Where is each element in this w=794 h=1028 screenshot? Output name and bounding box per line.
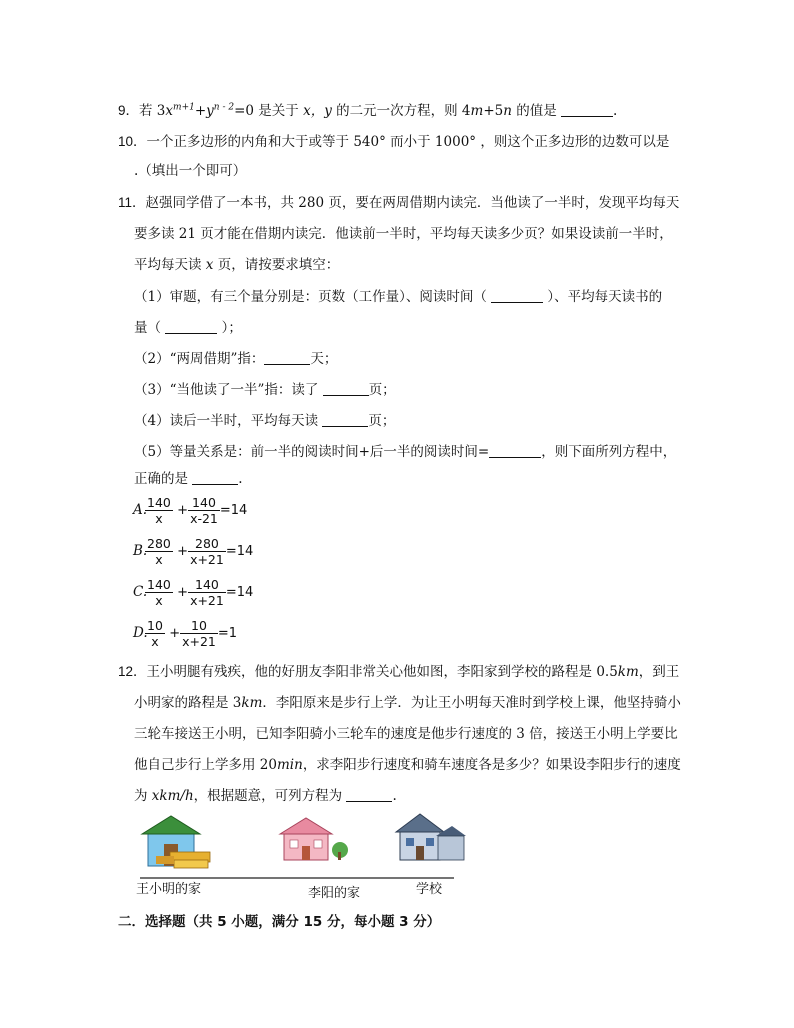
answer-blank[interactable]	[323, 381, 369, 396]
question-12-line5: 为 xkm/h，根据题意，可列方程为 .	[134, 788, 397, 804]
fraction: $\frac{140}{x}$	[147, 495, 171, 526]
answer-blank[interactable]	[346, 787, 392, 802]
answer-blank[interactable]	[192, 470, 238, 485]
fraction: $\frac{280}{x}$	[147, 536, 171, 567]
answer-blank[interactable]	[489, 443, 541, 458]
question-11-sub1: （1）审题，有三个量分别是：页数（工作量）、阅读时间（ ）、平均每天读书的	[134, 289, 663, 305]
question-10-cont: .（填出一个即可）	[134, 163, 247, 179]
fraction: $\frac{280}{x+21}$	[190, 536, 224, 567]
question-11-sub4: （4）读后一半时，平均每天读 页；	[134, 413, 396, 429]
option-a[interactable]: A. $\frac{140}{x}$ + $\frac{140}{x-21}$ =14	[133, 495, 248, 526]
option-b[interactable]: B. $\frac{280}{x}$ + $\frac{280}{x+21}$ =14	[133, 536, 254, 567]
li-house-icon	[280, 818, 348, 860]
question-12-line2: 小明家的路程是 3km．李阳原来是步行上学．为让王小明每天准时到学校上课，他坚持骑小	[134, 695, 681, 711]
school-icon	[396, 814, 466, 860]
label-school: 学校	[416, 882, 443, 897]
answer-blank[interactable]	[322, 412, 368, 427]
option-c[interactable]: C. $\frac{140}{x}$ + $\frac{140}{x+21}$ =14	[133, 577, 254, 608]
fraction: $\frac{140}{x+21}$	[190, 577, 224, 608]
wang-house-icon	[142, 816, 210, 868]
question-11-sub2: （2）“两周借期”指： 天；	[134, 351, 338, 367]
question-11-sub5: （5）等量关系是：前一半的阅读时间+后一半的阅读时间= ，则下面所列方程中，	[134, 444, 677, 460]
section-2-heading: 二．选择题（共 5 小题，满分 15 分，每小题 3 分）	[118, 914, 441, 930]
fraction: $\frac{140}{x}$	[147, 577, 171, 608]
fraction: $\frac{140}{x-21}$	[190, 495, 218, 526]
question-11-line3: 平均每天读 x 页，请按要求填空：	[134, 257, 340, 273]
option-d[interactable]: D. $\frac{10}{x}$ + $\frac{10}{x+21}$ =1	[133, 618, 238, 649]
fraction: $\frac{10}{x+21}$	[182, 618, 216, 649]
label-wang-home: 王小明的家	[136, 882, 202, 897]
question-11-sub5-cont: 正确的是 .	[134, 471, 243, 487]
fraction: $\frac{10}{x}$	[147, 618, 163, 649]
question-9: 9．若 $3x^{m+1}+y^{n - 2}=0$ 是关于 x，y 的二元一次方程，则 4m+5n 的值是 .	[118, 102, 618, 119]
answer-blank[interactable]	[165, 319, 217, 334]
question-11-sub1-cont: 量（ ）；	[134, 320, 242, 336]
answer-blank[interactable]	[264, 350, 310, 365]
answer-blank[interactable]	[561, 102, 613, 117]
route-illustration	[130, 812, 470, 904]
question-12-line3: 三轮车接送王小明，已知李阳骑小三轮车的速度是他步行速度的 3 倍，接送王小明上学要比	[134, 726, 678, 742]
question-12: 12．王小明腿有残疾，他的好朋友李阳非常关心他如图，李阳家到学校的路程是 0.5km，到王	[118, 664, 680, 680]
question-12-line4: 他自己步行上学多用 20min，求李阳步行速度和骑车速度各是多少？如果设李阳步行的速度	[134, 757, 681, 773]
label-li-home: 李阳的家	[308, 886, 361, 901]
question-11-sub3: （3）“当他读了一半”指：读了 页；	[134, 382, 396, 398]
question-11-line2: 要多读 21 页才能在借期内读完．他读前一半时，平均每天读多少页？如果设读前一半时，	[134, 226, 673, 242]
question-10: 10．一个正多边形的内角和大于或等于 540° 而小于 1000° ，则这个正多边形的边数可以是	[118, 134, 670, 150]
question-11: 11．赵强同学借了一本书，共 280 页，要在两周借期内读完．当他读了一半时，发现平均每天	[118, 195, 680, 211]
answer-blank[interactable]	[491, 288, 543, 303]
